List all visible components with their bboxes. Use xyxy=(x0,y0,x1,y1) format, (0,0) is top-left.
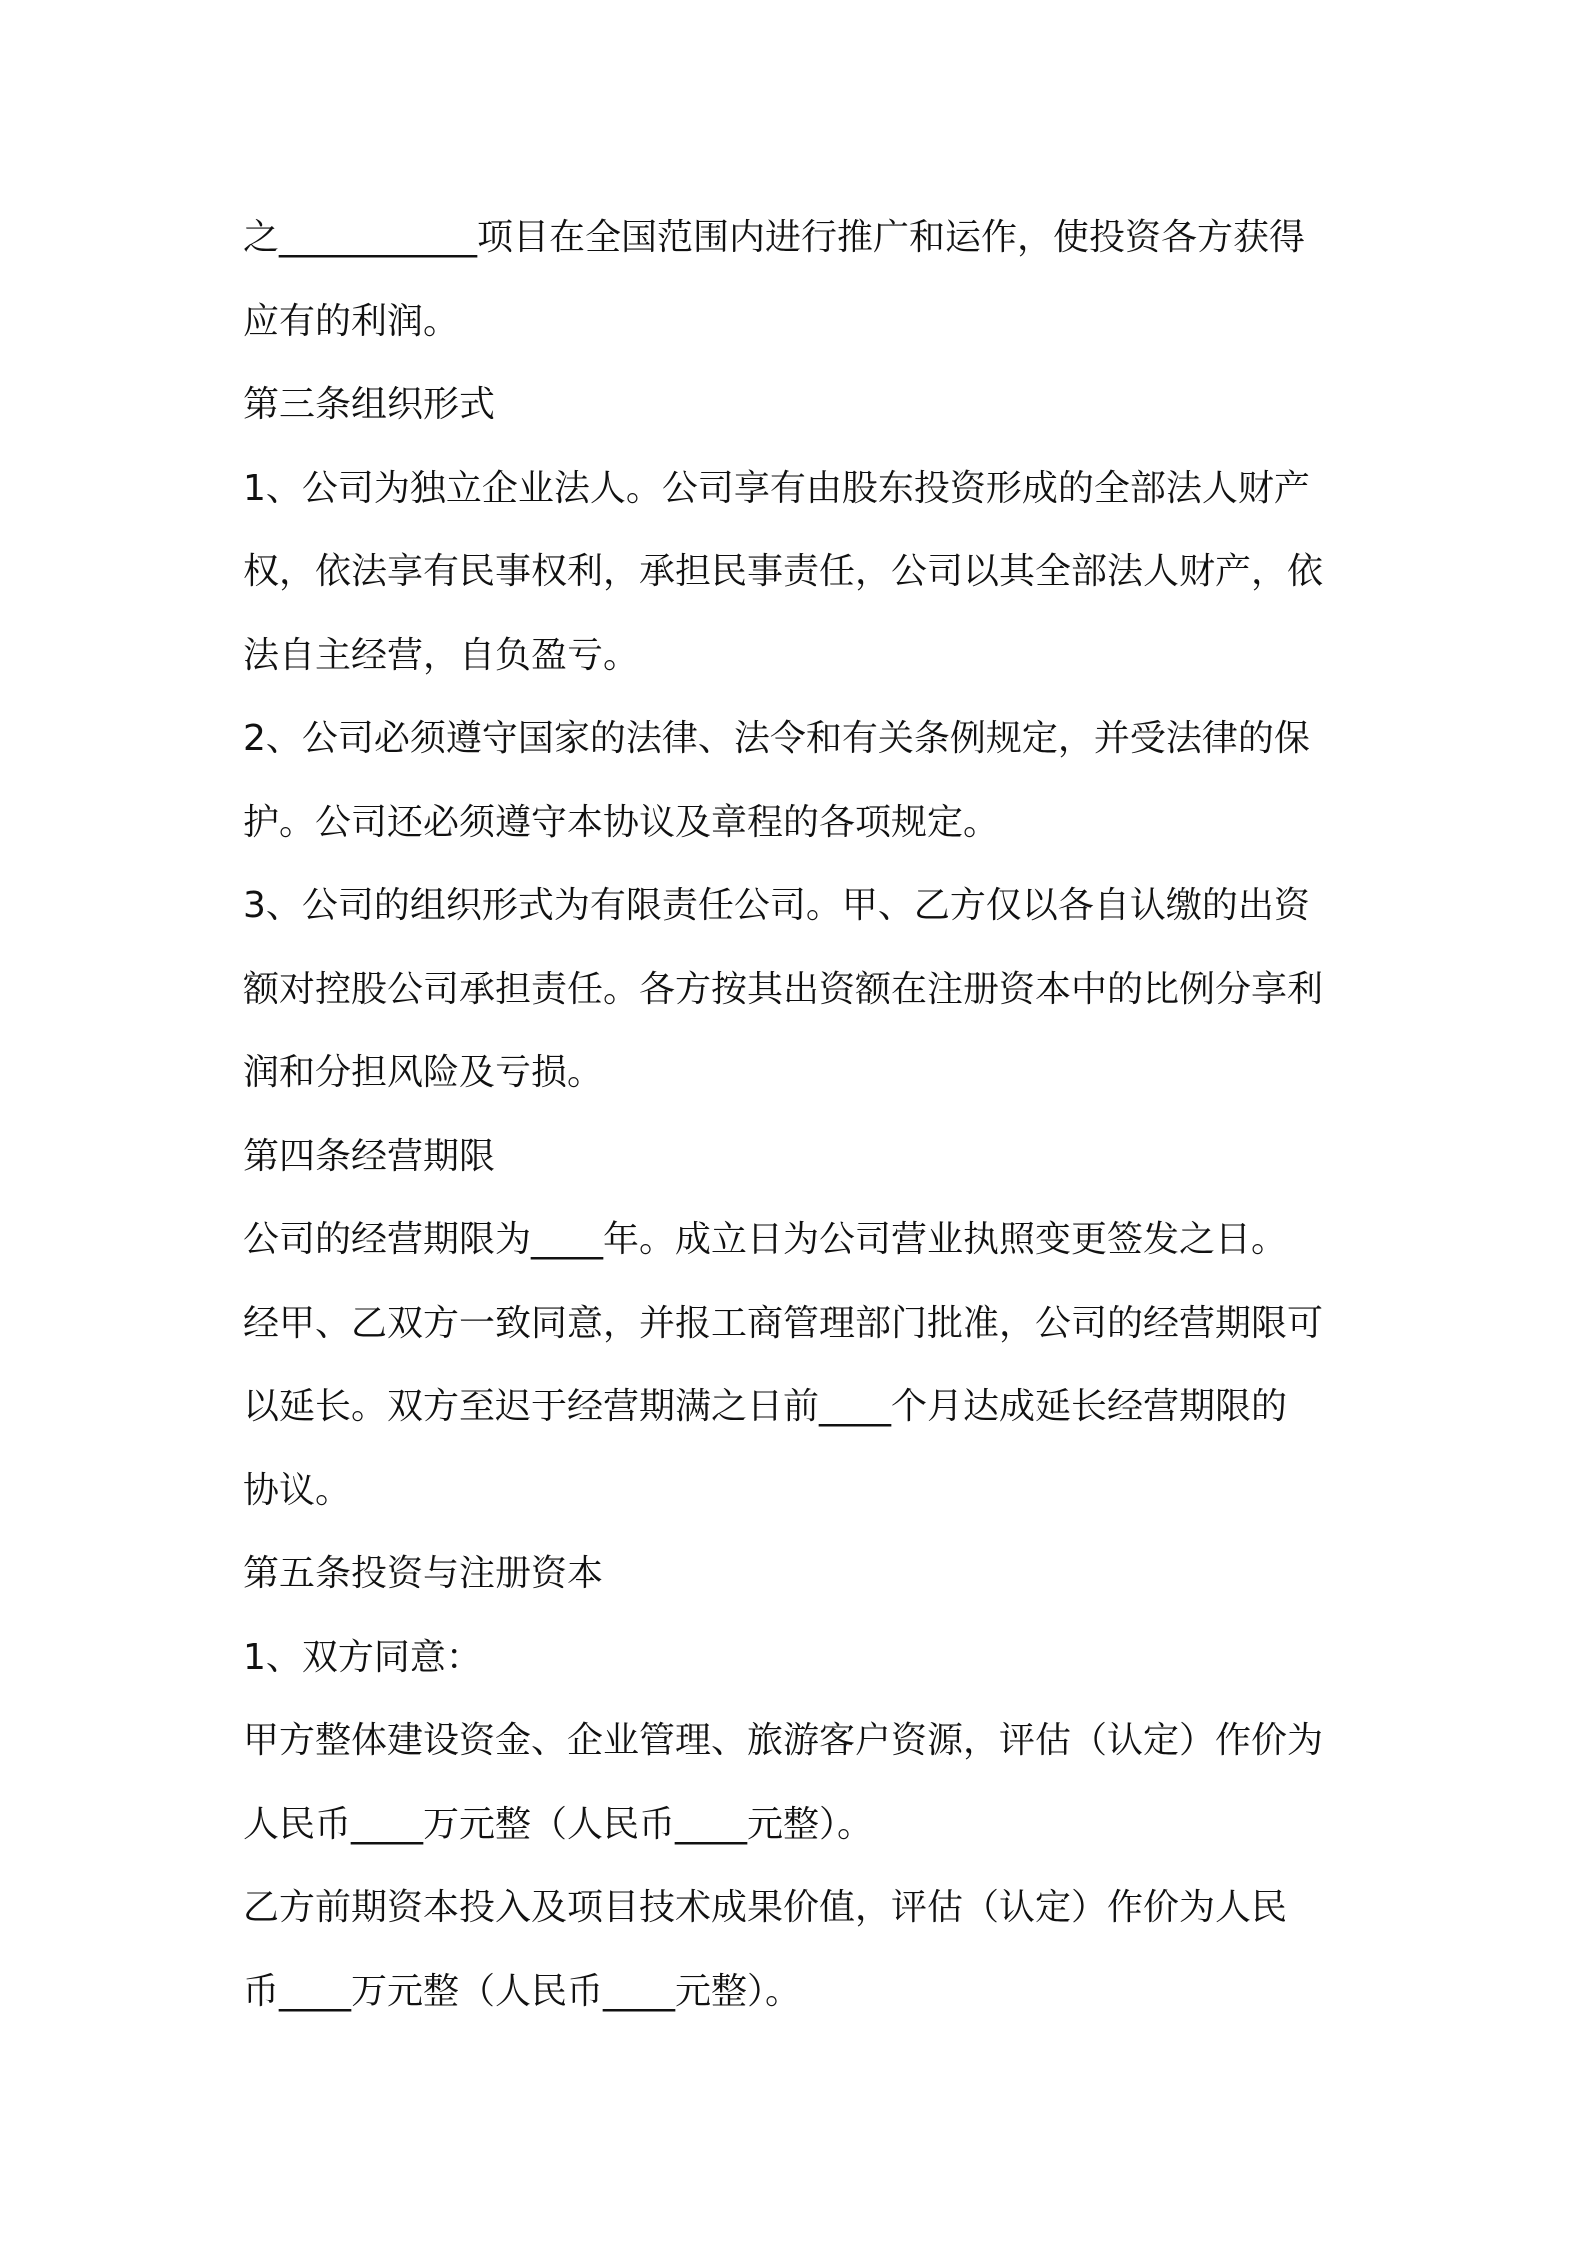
text-line: 之___________项目在全国范围内进行推广和运作，使投资各方获得 xyxy=(243,217,1306,258)
text-line: 法自主经营，自负盈亏。 xyxy=(243,634,640,676)
text-line: 经甲、乙双方一致同意，并报工商管理部门批准，公司的经营期限可 xyxy=(243,1302,1324,1344)
text-line: 额对控股公司承担责任。各方按其出资额在注册资本中的比例分享利 xyxy=(243,968,1324,1010)
text-line: 1、公司为独立企业法人。公司享有由股东投资形成的全部法人财产 xyxy=(243,467,1310,509)
text-line: 人民币____万元整（人民币____元整）。 xyxy=(243,1803,874,1845)
text-line: 协议。 xyxy=(243,1469,352,1511)
section-heading: 第四条经营期限 xyxy=(243,1135,496,1177)
text-line: 权，依法享有民事权利，承担民事责任，公司以其全部法人财产，依 xyxy=(243,551,1324,592)
text-line: 3、公司的组织形式为有限责任公司。甲、乙方仅以各自认缴的出资 xyxy=(243,885,1310,926)
document-body xyxy=(243,196,1363,2033)
text-line: 护。公司还必须遵守本协议及章程的各项规定。 xyxy=(243,801,1000,843)
text-line: 币____万元整（人民币____元整）。 xyxy=(243,1970,802,2012)
text-line: 1、双方同意： xyxy=(243,1636,482,1678)
text-line: 甲方整体建设资金、企业管理、旅游客户资源，评估（认定）作价为 xyxy=(243,1720,1324,1761)
text-line: 公司的经营期限为____年。成立日为公司营业执照变更签发之日。 xyxy=(243,1219,1288,1260)
text-line: 2、公司必须遵守国家的法律、法令和有关条例规定，并受法律的保 xyxy=(243,718,1310,759)
text-line: 以延长。双方至迟于经营期满之日前____个月达成延长经营期限的 xyxy=(243,1386,1288,1427)
text-line: 应有的利润。 xyxy=(243,300,460,342)
section-heading: 第五条投资与注册资本 xyxy=(243,1553,604,1594)
text-line: 润和分担风险及亏损。 xyxy=(243,1052,604,1093)
section-heading: 第三条组织形式 xyxy=(243,384,496,425)
text-line: 乙方前期资本投入及项目技术成果价值，评估（认定）作价为人民 xyxy=(243,1887,1288,1928)
